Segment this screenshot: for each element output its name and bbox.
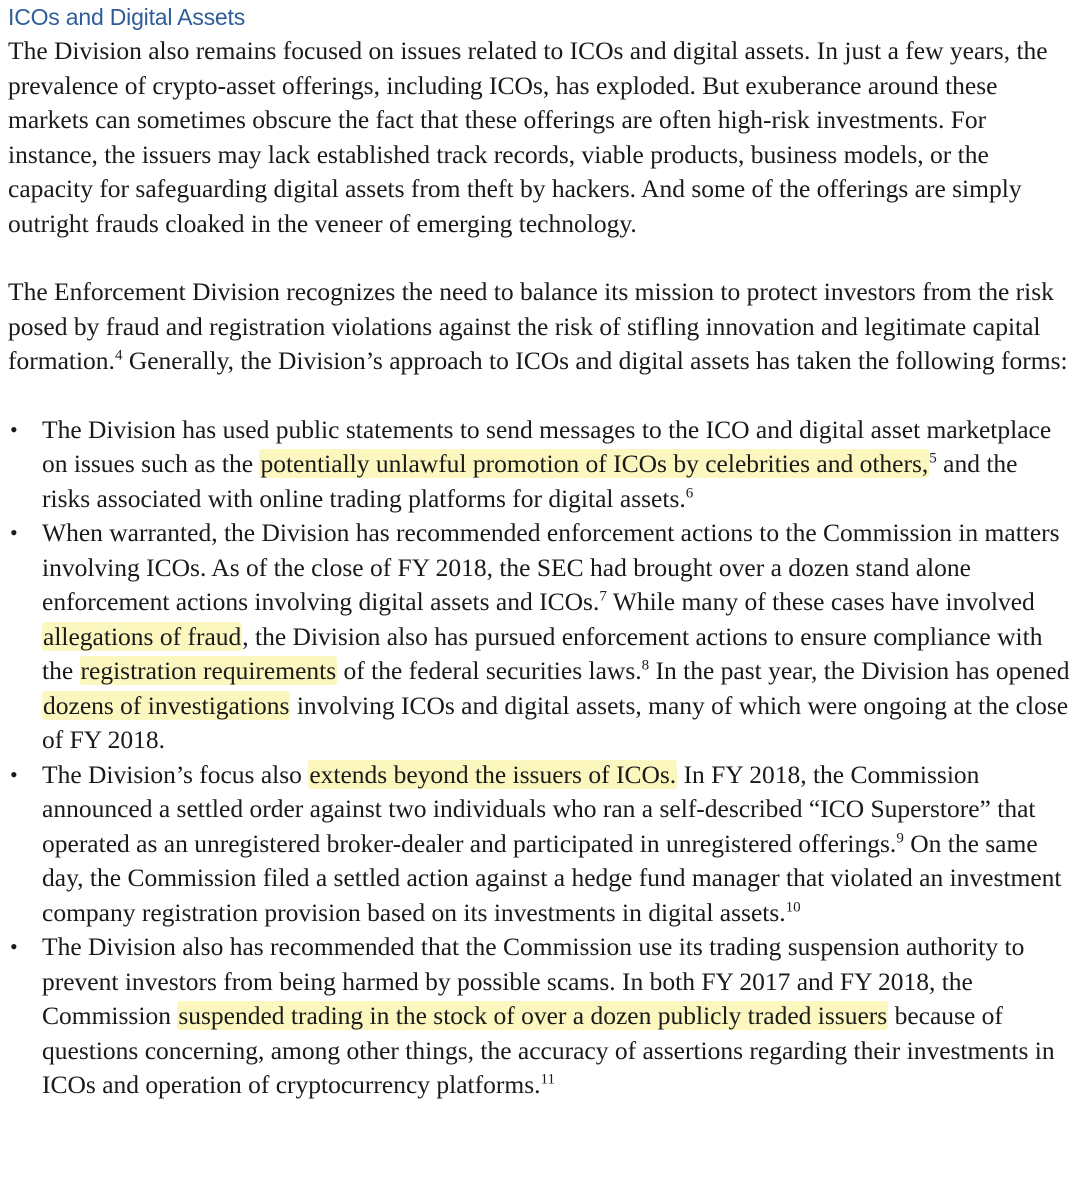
bullet-icon: • — [10, 520, 18, 545]
bullet-text: The Division has used public statements to send messages to the ICO and digital asset marketplace on issues such as the — [42, 414, 1052, 478]
highlighted-text: allegations of fraud — [43, 621, 242, 651]
footnote-ref-6[interactable]: 6 — [685, 485, 694, 501]
footnote-ref-9[interactable]: 9 — [896, 830, 904, 846]
bullet-text: In FY 2018, the Commission announced a settled order against two individuals who ran a self-described “ICO Superstore” that operated as an unregistered broker-dealer and participated in unregistered offerings. — [42, 759, 1036, 858]
bullet-item-beyond-issuers — [8, 758, 1070, 931]
approach-bullet-list — [8, 413, 1070, 1103]
footnote-ref-8[interactable]: 8 — [641, 657, 650, 674]
bullet-icon: • — [10, 416, 18, 442]
highlighted-text: dozens of investigations — [43, 690, 290, 720]
bullet-text: The Division’s focus also — [42, 759, 309, 789]
paragraph-intro: The Division also remains focused on issues related to ICOs and digital assets. In just a few years, the prevalence of crypto-asset offerings, including ICOs, has exploded. But exuberance around these markets can sometimes obscure the fact that these offerings are often high-risk investments. For instance, the issuers may lack established track records, viable products, business models, or the capacity for safeguarding digital assets from theft by hackers. And some of the offerings are simply outright frauds cloaked in the veneer of emerging technology. — [8, 36, 1048, 238]
bullet-text: The Division also has recommended that the Commission use its trading suspension authority to prevent investors from being harmed by possible scams. In both FY 2017 and FY 2018, the Commission — [42, 932, 1025, 1030]
footnote-ref-5[interactable]: 5 — [929, 450, 937, 467]
section-heading: ICOs and Digital Assets — [8, 4, 246, 30]
bullet-item-public-statements — [8, 413, 1070, 517]
bullet-text: involving ICOs and digital assets, many of which were ongoing at the close of FY 2018. — [42, 690, 1069, 754]
bullet-text: of the federal securities laws. — [337, 656, 642, 685]
footnote-ref-11[interactable]: 11 — [540, 1071, 555, 1088]
paragraph-approach-text-a: The Enforcement Division recognizes the need to balance its mission to protect investors from the risk posed by fraud and registration violations against the risk of stifling innovation and legitimate capital formation. — [8, 277, 1054, 375]
highlighted-text: registration requirements — [80, 656, 337, 685]
footnote-ref-7[interactable]: 7 — [599, 588, 607, 605]
highlighted-text: suspended trading in the stock of over a dozen publicly traded issuers — [178, 1001, 888, 1030]
bullet-text: On the same day, the Commission filed a settled action against a hedge fund manager that violated an investment company registration provision based on its investments in digital assets. — [42, 828, 1062, 927]
bullet-icon: • — [10, 934, 18, 959]
highlighted-text: extends beyond the issuers of ICOs. — [309, 759, 677, 789]
bullet-text: When warranted, the Division has recommended enforcement actions to the Commission in matters involving ICOs. As of the close of FY 2018, the SEC had brought over a dozen stand alone enforcement actions involving digital assets and ICOs. — [42, 518, 1060, 616]
footnote-ref-10[interactable]: 10 — [785, 899, 801, 915]
bullet-icon: • — [10, 761, 18, 787]
bullet-text: and the risks associated with online trading platforms for digital assets. — [42, 449, 1018, 513]
bullet-text: While many of these cases have involved — [606, 587, 1035, 616]
bullet-text: In the past year, the Division has opened — [649, 656, 1070, 685]
bullet-text: , the Division also has pursued enforcement actions to ensure compliance with the — [42, 621, 1043, 685]
paragraph-approach-text-b: Generally, the Division’s approach to ICOs and digital assets has taken the following forms: — [122, 346, 1068, 375]
bullet-text: because of questions concerning, among other things, the accuracy of assertions regarding their investments in ICOs and operation of cryptocurrency platforms. — [42, 1001, 1055, 1099]
bullet-item-trading-suspension — [8, 930, 1070, 1103]
highlighted-text: potentially unlawful promotion of ICOs by celebrities and others, — [260, 449, 929, 478]
footnote-ref-4[interactable]: 4 — [114, 347, 123, 364]
bullet-item-enforcement-actions — [8, 516, 1070, 758]
document-page — [8, 0, 1070, 1103]
paragraph-approach — [8, 275, 1070, 379]
